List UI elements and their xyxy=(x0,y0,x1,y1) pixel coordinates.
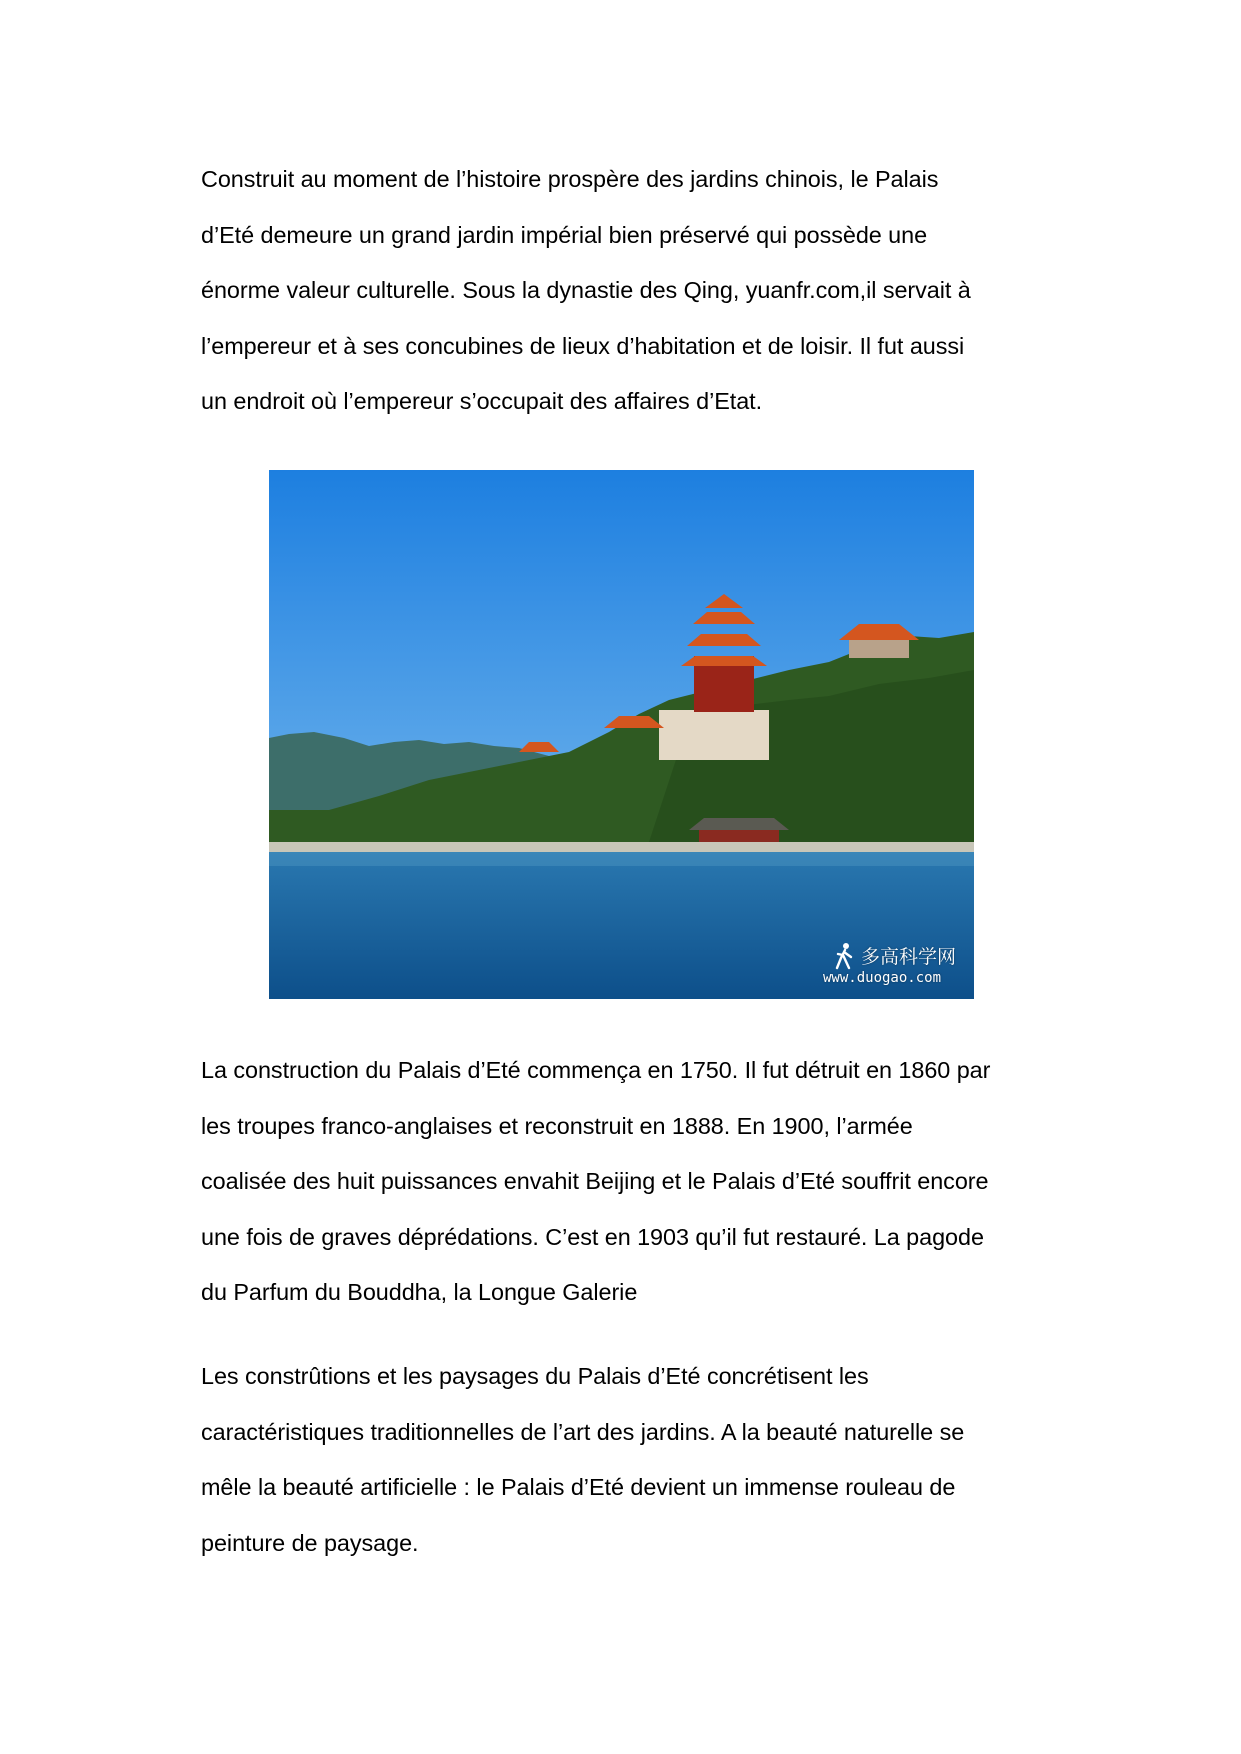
paragraph-line: caractéristiques traditionnelles de l’art des jardins. A la beauté naturelle se xyxy=(201,1418,965,1445)
paragraph-line: d’Eté demeure un grand jardin impérial bien préservé qui possède une xyxy=(201,221,928,248)
lake-reflection xyxy=(269,852,974,866)
summer-palace-photo xyxy=(269,470,974,999)
paragraph-line: énorme valeur culturelle. Sous la dynastie des Qing, yuanfr.com,il servait à xyxy=(201,277,971,303)
paragraph-line: l’empereur et à ses concubines de lieux d’habitation et de loisir. Il fut aussi xyxy=(201,332,965,359)
paragraph-line: un endroit où l’empereur s’occupait des affaires d’Etat. xyxy=(201,388,763,414)
paragraph-line: La construction du Palais d’Eté commença en 1750. Il fut détruit en 1860 par xyxy=(201,1057,991,1083)
paragraph-3 xyxy=(201,1349,1061,1571)
watermark-url: www.duogao.com xyxy=(823,970,942,986)
paragraph-line: les troupes franco-anglaises et reconstruit en 1888. En 1900, l’armée xyxy=(201,1112,913,1139)
watermark-name: 多高科学网 xyxy=(861,946,957,968)
paragraph-line: une fois de graves déprédations. C’est en 1903 qu’il fut restauré. La pagode xyxy=(201,1223,984,1250)
photo-landscape xyxy=(269,470,974,999)
lakeside-pavilion xyxy=(689,818,789,830)
paragraph-line: Les constrûtions et les paysages du Palais d’Eté concrétisent les xyxy=(201,1363,869,1389)
paragraph-2 xyxy=(201,1043,1061,1321)
shore-balustrade xyxy=(269,842,974,852)
paragraph-line: Construit au moment de l’histoire prospère des jardins chinois, le Palais xyxy=(201,166,939,192)
pagoda-base xyxy=(659,710,769,760)
paragraph-line: peinture de paysage. xyxy=(201,1529,419,1556)
paragraph-line: coalisée des huit puissances envahit Beijing et le Palais d’Eté souffrit encore xyxy=(201,1168,989,1194)
paragraph-1 xyxy=(201,152,1061,430)
paragraph-line: du Parfum du Bouddha, la Longue Galerie xyxy=(201,1279,638,1305)
paragraph-line: mêle la beauté artificielle : le Palais d’Eté devient un immense rouleau de xyxy=(201,1474,956,1500)
hilltop-building-wall xyxy=(849,640,909,658)
walking-person-icon xyxy=(832,942,856,970)
